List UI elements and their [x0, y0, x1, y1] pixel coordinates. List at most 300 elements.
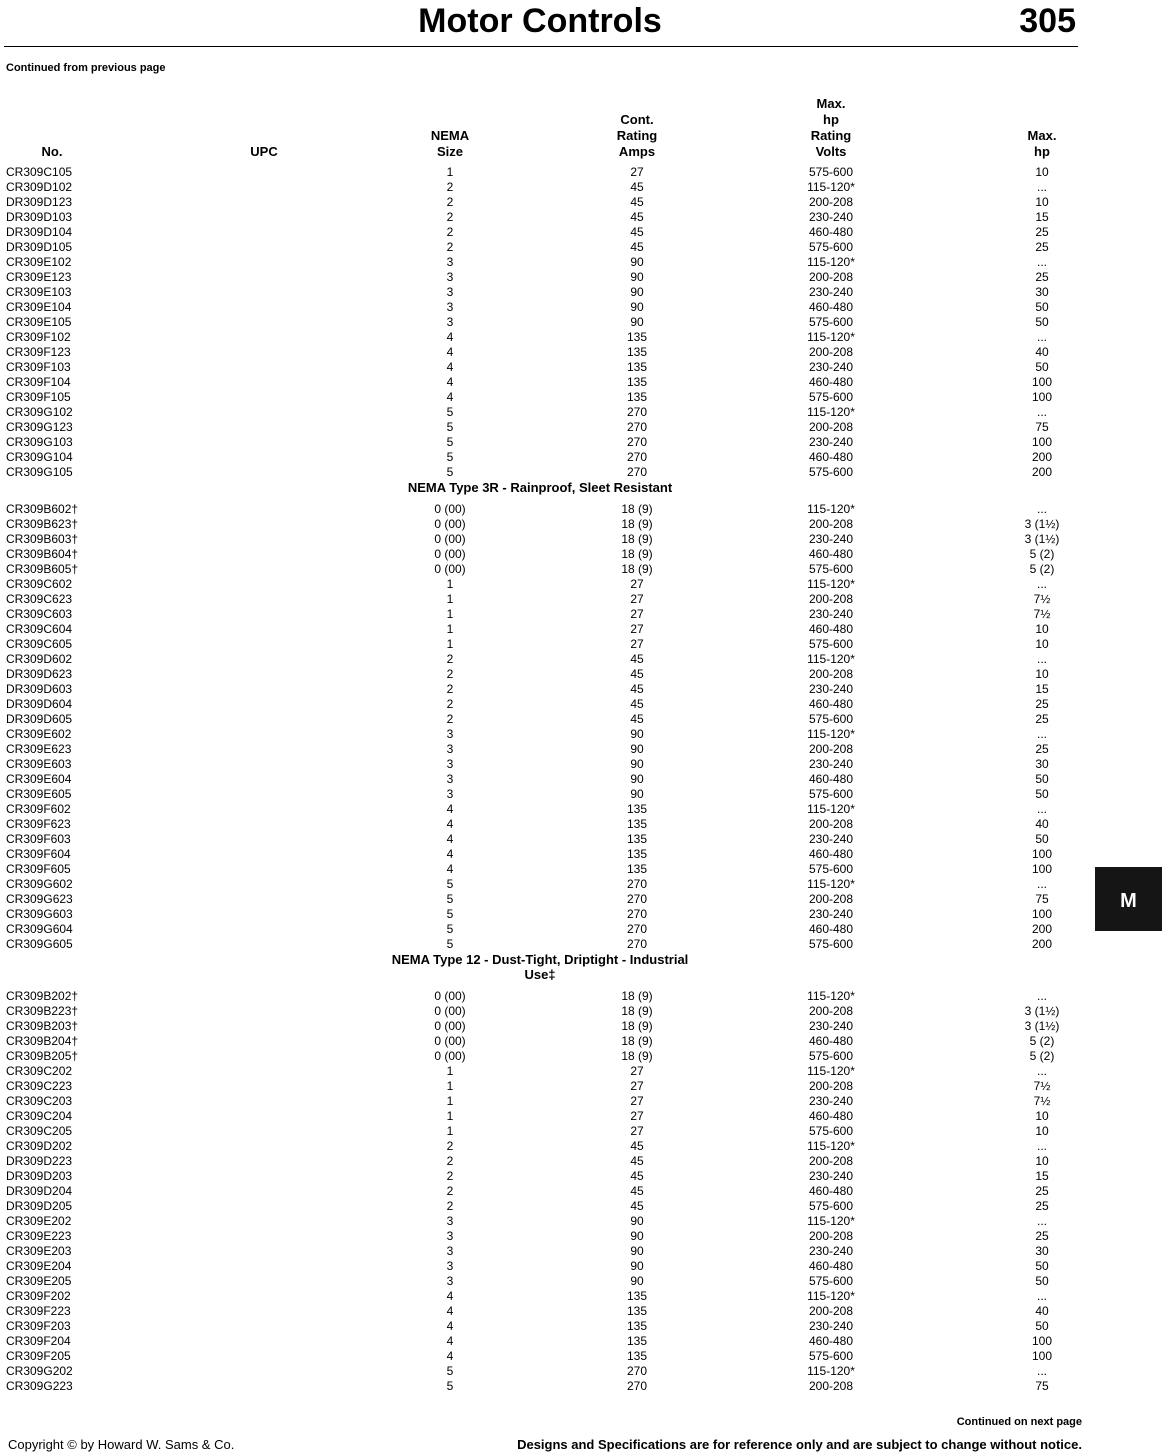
cell-no: CR309F202	[6, 1289, 71, 1303]
table-row	[0, 240, 1162, 255]
cell-hp: 50	[1035, 1259, 1049, 1273]
table-row	[0, 420, 1162, 435]
table-row	[0, 1049, 1162, 1064]
cell-volts: 115-120*	[807, 577, 855, 591]
cell-volts: 115-120*	[807, 180, 855, 194]
cell-no: CR309D202	[6, 1139, 73, 1153]
cell-no: DR309D204	[6, 1184, 73, 1198]
cell-size: 0 (00)	[434, 1034, 466, 1048]
cell-no: CR309E104	[6, 300, 72, 314]
cell-no: CR309F123	[6, 345, 71, 359]
cell-hp: 30	[1035, 757, 1049, 771]
table-row	[0, 180, 1162, 195]
cell-size: 1	[446, 1109, 454, 1123]
cell-amps: 90	[630, 315, 644, 329]
cell-hp: 10	[1035, 1154, 1049, 1168]
disclaimer: Designs and Specifications are for reference only and are subject to change without notice.	[517, 1437, 1082, 1452]
table-row	[0, 1199, 1162, 1214]
cell-size: 3	[446, 300, 454, 314]
cell-no: CR309B204†	[6, 1034, 79, 1048]
cell-hp: ...	[1036, 652, 1048, 666]
cell-size: 3	[446, 285, 454, 299]
column-header-no: No.	[41, 144, 63, 159]
cell-amps: 90	[630, 787, 644, 801]
cell-size: 1	[446, 1094, 454, 1108]
cell-no: CR309F602	[6, 802, 71, 816]
cell-hp: 25	[1035, 712, 1049, 726]
cell-hp: 100	[1031, 847, 1053, 861]
table-row	[0, 195, 1162, 210]
cell-hp: 50	[1035, 315, 1049, 329]
cell-amps: 45	[630, 225, 644, 239]
cell-no: CR309D602	[6, 652, 73, 666]
cell-size: 4	[446, 832, 454, 846]
table-row	[0, 637, 1162, 652]
cell-size: 1	[446, 607, 454, 621]
cell-hp: 50	[1035, 360, 1049, 374]
cell-volts: 230-240	[808, 360, 854, 374]
cell-amps: 45	[630, 697, 644, 711]
cell-hp: 25	[1035, 1229, 1049, 1243]
cell-volts: 575-600	[808, 937, 854, 951]
cell-volts: 575-600	[808, 1274, 854, 1288]
cell-amps: 90	[630, 1244, 644, 1258]
cell-no: CR309G604	[6, 922, 73, 936]
cell-volts: 200-208	[808, 1229, 854, 1243]
cell-size: 4	[446, 330, 454, 344]
table-row	[0, 1289, 1162, 1304]
cell-hp: 100	[1031, 390, 1053, 404]
table-row	[0, 757, 1162, 772]
cell-size: 3	[446, 1229, 454, 1243]
cell-hp: 10	[1035, 667, 1049, 681]
cell-no: CR309E204	[6, 1259, 72, 1273]
cell-size: 3	[446, 787, 454, 801]
cell-hp: 10	[1035, 622, 1049, 636]
cell-size: 0 (00)	[434, 1004, 466, 1018]
cell-hp: 100	[1031, 907, 1053, 921]
cell-hp: 25	[1035, 270, 1049, 284]
cell-amps: 18 (9)	[621, 1004, 653, 1018]
cell-amps: 18 (9)	[621, 1034, 653, 1048]
table-row	[0, 405, 1162, 420]
cell-no: CR309B623†	[6, 517, 79, 531]
cell-amps: 270	[626, 922, 648, 936]
cell-no: DR309D103	[6, 210, 73, 224]
cell-hp: ...	[1036, 802, 1048, 816]
cell-no: CR309G102	[6, 405, 73, 419]
cell-volts: 115-120*	[807, 877, 855, 891]
cell-amps: 18 (9)	[621, 532, 653, 546]
cell-no: CR309F223	[6, 1304, 71, 1318]
cell-size: 5	[446, 1364, 454, 1378]
cell-volts: 460-480	[808, 1184, 854, 1198]
cell-no: CR309C604	[6, 622, 73, 636]
cell-amps: 90	[630, 1274, 644, 1288]
cell-no: CR309E223	[6, 1229, 72, 1243]
cell-hp: 3 (1½)	[1024, 532, 1060, 546]
cell-volts: 575-600	[808, 712, 854, 726]
cell-size: 5	[446, 435, 454, 449]
cell-volts: 115-120*	[807, 502, 855, 516]
cell-no: CR309B602†	[6, 502, 79, 516]
cell-no: CR309E102	[6, 255, 72, 269]
cell-volts: 230-240	[808, 532, 854, 546]
cell-size: 2	[446, 240, 454, 254]
cell-volts: 200-208	[808, 195, 854, 209]
cell-volts: 575-600	[808, 1049, 854, 1063]
cell-no: CR309E203	[6, 1244, 72, 1258]
cell-size: 0 (00)	[434, 502, 466, 516]
cell-hp: 50	[1035, 832, 1049, 846]
cell-amps: 45	[630, 1139, 644, 1153]
table-row	[0, 1139, 1162, 1154]
cell-volts: 115-120*	[807, 1364, 855, 1378]
cell-amps: 27	[630, 1124, 644, 1138]
table-row	[0, 937, 1162, 952]
cell-no: CR309E202	[6, 1214, 72, 1228]
cell-amps: 90	[630, 255, 644, 269]
cell-amps: 135	[626, 1289, 648, 1303]
cell-hp: 10	[1035, 195, 1049, 209]
cell-volts: 575-600	[808, 1349, 854, 1363]
cell-hp: 3 (1½)	[1024, 1004, 1060, 1018]
cell-size: 3	[446, 757, 454, 771]
cell-amps: 90	[630, 1229, 644, 1243]
cell-volts: 460-480	[808, 450, 854, 464]
table-row	[0, 847, 1162, 862]
cell-amps: 27	[630, 592, 644, 606]
cell-no: CR309F603	[6, 832, 71, 846]
table-row	[0, 652, 1162, 667]
cell-size: 5	[446, 420, 454, 434]
cell-volts: 200-208	[808, 345, 854, 359]
cell-volts: 230-240	[808, 1319, 854, 1333]
cell-volts: 575-600	[808, 787, 854, 801]
cell-hp: ...	[1036, 502, 1048, 516]
table-row	[0, 989, 1162, 1004]
table-row	[0, 577, 1162, 592]
cell-volts: 230-240	[808, 435, 854, 449]
table-row	[0, 360, 1162, 375]
cell-hp: 25	[1035, 1184, 1049, 1198]
cell-size: 3	[446, 270, 454, 284]
cell-size: 2	[446, 682, 454, 696]
cell-volts: 115-120*	[807, 330, 855, 344]
cell-volts: 200-208	[808, 667, 854, 681]
table-row	[0, 1364, 1162, 1379]
table-row	[0, 1229, 1162, 1244]
cell-size: 3	[446, 742, 454, 756]
cell-no: CR309E603	[6, 757, 72, 771]
cell-no: CR309B603†	[6, 532, 79, 546]
cell-volts: 200-208	[808, 270, 854, 284]
table-row	[0, 1034, 1162, 1049]
table-row	[0, 817, 1162, 832]
cell-amps: 18 (9)	[621, 502, 653, 516]
cell-amps: 270	[626, 907, 648, 921]
cell-amps: 45	[630, 210, 644, 224]
table-row	[0, 922, 1162, 937]
cell-size: 5	[446, 405, 454, 419]
table-row	[0, 562, 1162, 577]
cell-amps: 90	[630, 1259, 644, 1273]
cell-no: CR309B203†	[6, 1019, 79, 1033]
cell-no: CR309E602	[6, 727, 72, 741]
cell-size: 3	[446, 1259, 454, 1273]
cell-size: 2	[446, 1139, 454, 1153]
cell-hp: ...	[1036, 330, 1048, 344]
cell-no: CR309F105	[6, 390, 71, 404]
cell-amps: 135	[626, 1304, 648, 1318]
cell-amps: 90	[630, 742, 644, 756]
cell-volts: 460-480	[808, 697, 854, 711]
cell-hp: 75	[1035, 892, 1049, 906]
cell-no: CR309F604	[6, 847, 71, 861]
cell-size: 4	[446, 1289, 454, 1303]
table-row	[0, 390, 1162, 405]
cell-size: 3	[446, 727, 454, 741]
cell-volts: 460-480	[808, 1259, 854, 1273]
cell-volts: 200-208	[808, 1154, 854, 1168]
table-row	[0, 772, 1162, 787]
cell-amps: 90	[630, 772, 644, 786]
cell-amps: 18 (9)	[621, 1049, 653, 1063]
table-row	[0, 345, 1162, 360]
cell-size: 5	[446, 907, 454, 921]
cell-hp: ...	[1036, 1064, 1048, 1078]
cell-size: 0 (00)	[434, 547, 466, 561]
continued-from-note: Continued from previous page	[6, 62, 166, 74]
cell-volts: 460-480	[808, 1109, 854, 1123]
table-row	[0, 547, 1162, 562]
cell-volts: 230-240	[808, 210, 854, 224]
cell-hp: 30	[1035, 1244, 1049, 1258]
cell-size: 1	[446, 592, 454, 606]
cell-volts: 575-600	[808, 315, 854, 329]
table-row	[0, 682, 1162, 697]
cell-size: 2	[446, 195, 454, 209]
cell-volts: 115-120*	[807, 727, 855, 741]
cell-amps: 90	[630, 270, 644, 284]
cell-volts: 575-600	[808, 637, 854, 651]
cell-size: 5	[446, 465, 454, 479]
cell-size: 4	[446, 1319, 454, 1333]
cell-no: DR309D203	[6, 1169, 73, 1183]
table-row	[0, 210, 1162, 225]
cell-size: 2	[446, 667, 454, 681]
cell-amps: 270	[626, 1379, 648, 1393]
table-row	[0, 667, 1162, 682]
cell-no: CR309G104	[6, 450, 73, 464]
table-row	[0, 1079, 1162, 1094]
cell-no: CR309E205	[6, 1274, 72, 1288]
cell-no: CR309C204	[6, 1109, 73, 1123]
cell-hp: 50	[1035, 1274, 1049, 1288]
cell-size: 2	[446, 180, 454, 194]
cell-no: CR309G103	[6, 435, 73, 449]
cell-size: 1	[446, 622, 454, 636]
cell-size: 4	[446, 847, 454, 861]
cell-amps: 270	[626, 1364, 648, 1378]
cell-amps: 45	[630, 682, 644, 696]
table-row	[0, 862, 1162, 877]
cell-hp: 7½	[1033, 607, 1051, 621]
table-row	[0, 1259, 1162, 1274]
table-row	[0, 532, 1162, 547]
cell-amps: 27	[630, 1079, 644, 1093]
cell-amps: 270	[626, 420, 648, 434]
table-row	[0, 907, 1162, 922]
cell-hp: 10	[1035, 637, 1049, 651]
cell-no: CR309C623	[6, 592, 73, 606]
cell-amps: 18 (9)	[621, 517, 653, 531]
cell-no: CR309B223†	[6, 1004, 79, 1018]
table-row	[0, 285, 1162, 300]
cell-hp: 3 (1½)	[1024, 1019, 1060, 1033]
table-row	[0, 165, 1162, 180]
table-header	[0, 94, 1162, 160]
cell-volts: 115-120*	[807, 405, 855, 419]
table-row	[0, 877, 1162, 892]
cell-amps: 27	[630, 1094, 644, 1108]
cell-amps: 135	[626, 802, 648, 816]
cell-no: CR309F103	[6, 360, 71, 374]
cell-no: CR309G202	[6, 1364, 73, 1378]
cell-hp: 25	[1035, 225, 1049, 239]
cell-no: CR309E123	[6, 270, 72, 284]
cell-no: DR309D605	[6, 712, 73, 726]
cell-size: 4	[446, 1334, 454, 1348]
cell-volts: 115-120*	[807, 1064, 855, 1078]
table-row	[0, 832, 1162, 847]
cell-no: CR309C223	[6, 1079, 73, 1093]
cell-hp: 10	[1035, 165, 1049, 179]
cell-no: CR309B605†	[6, 562, 79, 576]
cell-size: 2	[446, 210, 454, 224]
cell-hp: 25	[1035, 240, 1049, 254]
cell-amps: 90	[630, 757, 644, 771]
column-header-upc: UPC	[250, 144, 278, 159]
table-row	[0, 727, 1162, 742]
cell-volts: 460-480	[808, 1334, 854, 1348]
cell-amps: 135	[626, 832, 648, 846]
cell-hp: ...	[1036, 1364, 1048, 1378]
cell-size: 4	[446, 345, 454, 359]
cell-volts: 460-480	[808, 547, 854, 561]
cell-amps: 27	[630, 577, 644, 591]
cell-amps: 18 (9)	[621, 562, 653, 576]
cell-volts: 200-208	[808, 420, 854, 434]
cell-hp: 50	[1035, 1319, 1049, 1333]
cell-no: CR309C105	[6, 165, 73, 179]
copyright: Copyright © by Howard W. Sams & Co.	[8, 1437, 235, 1452]
cell-size: 2	[446, 225, 454, 239]
cell-hp: ...	[1036, 877, 1048, 891]
cell-size: 2	[446, 712, 454, 726]
cell-amps: 45	[630, 1184, 644, 1198]
cell-volts: 115-120*	[807, 1139, 855, 1153]
cell-hp: 100	[1031, 862, 1053, 876]
cell-no: DR309D603	[6, 682, 73, 696]
cell-no: CR309B604†	[6, 547, 79, 561]
cell-volts: 115-120*	[807, 989, 855, 1003]
cell-volts: 575-600	[808, 862, 854, 876]
cell-size: 0 (00)	[434, 1049, 466, 1063]
cell-volts: 460-480	[808, 772, 854, 786]
cell-amps: 27	[630, 622, 644, 636]
cell-no: CR309F605	[6, 862, 71, 876]
cell-volts: 230-240	[808, 907, 854, 921]
cell-amps: 135	[626, 1349, 648, 1363]
cell-size: 3	[446, 1214, 454, 1228]
cell-amps: 27	[630, 1064, 644, 1078]
cell-size: 0 (00)	[434, 1019, 466, 1033]
table-row	[0, 697, 1162, 712]
cell-hp: 200	[1031, 922, 1053, 936]
table-row	[0, 1379, 1162, 1394]
table-row	[0, 465, 1162, 480]
cell-amps: 45	[630, 180, 644, 194]
cell-size: 1	[446, 165, 454, 179]
cell-no: CR309F104	[6, 375, 71, 389]
cell-amps: 90	[630, 727, 644, 741]
table-row	[0, 517, 1162, 532]
table-row	[0, 1124, 1162, 1139]
cell-no: DR309D205	[6, 1199, 73, 1213]
cell-no: DR309D123	[6, 195, 73, 209]
cell-hp: 25	[1035, 697, 1049, 711]
cell-volts: 230-240	[808, 607, 854, 621]
cell-hp: 5 (2)	[1029, 1034, 1055, 1048]
cell-volts: 575-600	[808, 165, 854, 179]
table-row	[0, 1109, 1162, 1124]
cell-amps: 27	[630, 1109, 644, 1123]
section-heading	[0, 952, 1080, 989]
cell-hp: 7½	[1033, 1079, 1051, 1093]
cell-amps: 135	[626, 862, 648, 876]
cell-hp: 5 (2)	[1029, 1049, 1055, 1063]
cell-size: 4	[446, 390, 454, 404]
cell-volts: 230-240	[808, 1169, 854, 1183]
cell-size: 4	[446, 1304, 454, 1318]
table-row	[0, 1169, 1162, 1184]
cell-no: DR309D223	[6, 1154, 73, 1168]
cell-hp: 40	[1035, 1304, 1049, 1318]
cell-amps: 270	[626, 435, 648, 449]
cell-size: 5	[446, 892, 454, 906]
cell-amps: 18 (9)	[621, 1019, 653, 1033]
table-row	[0, 1319, 1162, 1334]
cell-no: CR309B205†	[6, 1049, 79, 1063]
cell-size: 1	[446, 637, 454, 651]
page-number: 305	[1019, 2, 1076, 40]
cell-amps: 27	[630, 607, 644, 621]
table-row	[0, 300, 1162, 315]
table-row	[0, 450, 1162, 465]
cell-size: 4	[446, 375, 454, 389]
cell-size: 1	[446, 1124, 454, 1138]
column-header-amps: Cont. Rating Amps	[616, 112, 658, 159]
cell-volts: 460-480	[808, 622, 854, 636]
table-row	[0, 892, 1162, 907]
section-heading-text: NEMA Type 3R - Rainproof, Sleet Resistant	[407, 480, 673, 495]
table-row	[0, 1334, 1162, 1349]
cell-no: CR309B202†	[6, 989, 79, 1003]
cell-amps: 270	[626, 465, 648, 479]
table-row	[0, 592, 1162, 607]
cell-amps: 270	[626, 450, 648, 464]
